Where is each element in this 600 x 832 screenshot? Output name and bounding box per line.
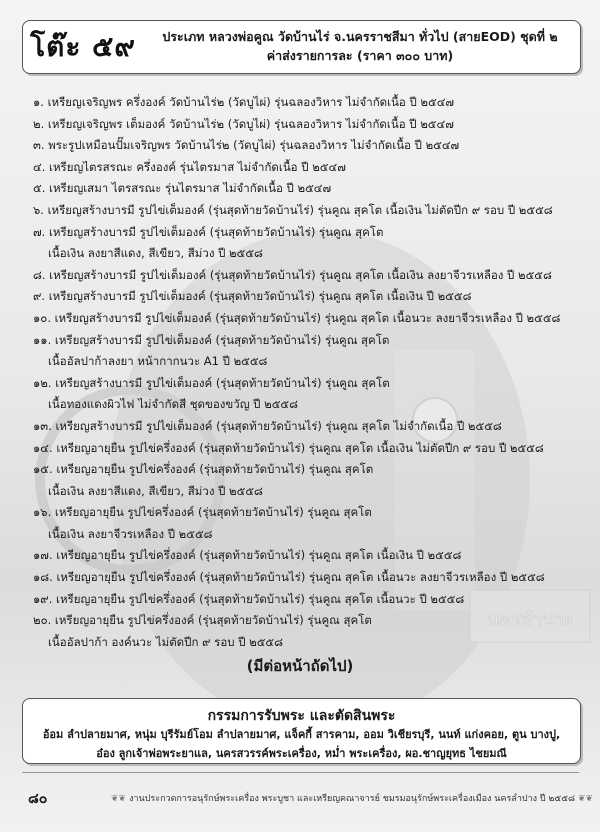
list-item — [33, 502, 578, 545]
item-text: ๑๔. เหรียญอายุยืน รูปไข่ครึ่งองค์ (รุ่นสุดท้ายวัดบ้านไร่) รุ่นคูณ สุคโต เนื้อเงิน ไม่ตัดปีก ๙ รอบ ปี ๒๕๕๘ — [33, 440, 544, 455]
list-item — [33, 610, 578, 653]
table-header-box — [22, 20, 581, 74]
list-item — [33, 135, 578, 157]
item-continuation: เนื้อเงิน ลงยาสีแดง, สีเขียว, สีม่วง ปี ๒๕๕๘ — [48, 483, 263, 498]
list-item — [33, 459, 578, 502]
item-text: ๔. เหรียญไตรสรณะ ครึ่งองค์ รุ่นไตรมาส ไม่จำกัดเนื้อ ปี ๒๕๔๗ — [33, 159, 346, 174]
list-item — [33, 545, 578, 567]
item-list — [33, 92, 578, 653]
list-item — [33, 308, 578, 330]
list-item — [33, 157, 578, 179]
item-continuation: เนื้ออัลปาก้าลงยา หน้ากากนวะ A1 ปี ๒๕๕๘ — [48, 354, 268, 369]
list-item — [33, 416, 578, 438]
category-title-line2: ค่าส่งรายการละ (ราคา ๓๐๐ บาท) — [266, 48, 454, 63]
item-text: ๑๐. เหรียญสร้างบารมี รูปไข่เต็มองค์ (รุ่นสุดท้ายวัดบ้านไร่) รุ่นคูณ สุคโต เนื้อนวะ ลงยาจีวรเหลือง ปี ๒๕๕๘ — [33, 310, 561, 325]
footer-divider — [22, 772, 579, 773]
committee-members — [29, 725, 574, 763]
item-text: ๖. เหรียญสร้างบารมี รูปไข่เต็มองค์ (รุ่นสุดท้ายวัดบ้านไร่) รุ่นคูณ สุคโต เนื้อเงิน ไม่ตัดปีก ๙ รอบ ปี ๒๕๕๘ — [33, 202, 553, 217]
list-item — [33, 222, 578, 265]
list-item — [33, 330, 578, 373]
item-text: ๓. พระรูปเหมือนปั๊มเจริญพร วัดบ้านไร่๒ (วัดบูไผ่) รุ่นฉลองวิหาร ไม่จำกัดเนื้อ ปี ๒๕๔๗ — [33, 138, 460, 153]
item-text: ๒๐. เหรียญอายุยืน รูปไข่ครึ่งองค์ (รุ่นสุดท้ายวัดบ้านไร่) รุ่นคูณ สุคโต — [33, 613, 372, 628]
page-number: ๘๐ — [28, 791, 48, 807]
category-title-line1: ประเภท หลวงพ่อคูณ วัดบ้านไร่ จ.นครราชสีมา ทั่วไป (สายEOD) ชุดที่ ๒ — [162, 29, 558, 44]
item-continuation: เนื้อเงิน ลงยาสีแดง, สีเขียว, สีม่วง ปี ๒๕๕๘ — [48, 246, 263, 261]
committee-members-line1: อ้อม ลำปลายมาศ, หนุ่ม บุรีรัมย์โอม ลำปลายมาศ, แจ็คกี้ สารคาม, ออม วิเชียรบุรี, นนท์ แก่งคอย, ตูน บางปู, — [42, 728, 561, 741]
committee-title: กรรมการรับพระ และตัดสินพระ — [207, 708, 396, 724]
item-text: ๑๗. เหรียญอายุยืน รูปไข่ครึ่งองค์ (รุ่นสุดท้ายวัดบ้านไร่) รุ่นคูณ สุคโต เนื้อเงิน ปี ๒๕๕๘ — [33, 548, 462, 563]
item-continuation: เนื้อเงิน ลงยาจีวรเหลือง ปี ๒๕๕๘ — [48, 526, 213, 541]
item-text: ๑. เหรียญเจริญพร ครึ่งองค์ วัดบ้านไร่๒ (วัดบูไผ่) รุ่นฉลองวิหาร ไม่จำกัดเนื้อ ปี ๒๕๔๗ — [33, 95, 455, 109]
item-text: ๕. เหรียญเสมา ไตรสรณะ รุ่นไตรมาส ไม่จำกัดเนื้อ ปี ๒๕๔๗ — [33, 181, 332, 196]
committee-box — [22, 698, 581, 764]
list-item — [33, 265, 578, 287]
item-text: ๒. เหรียญเจริญพร เต็มองค์ วัดบ้านไร่๒ (วัดบูไผ่) รุ่นฉลองวิหาร ไม่จำกัดเนื้อ ปี ๒๕๔๗ — [33, 116, 454, 131]
item-text: ๑๒. เหรียญสร้างบารมี รูปไข่เต็มองค์ (รุ่นสุดท้ายวัดบ้านไร่) รุ่นคูณ สุคโต — [33, 375, 390, 390]
item-text: ๑๕. เหรียญอายุยืน รูปไข่ครึ่งองค์ (รุ่นสุดท้ายวัดบ้านไร่) รุ่นคูณ สุคโต — [33, 462, 374, 477]
continued-note: (มีต่อหน้าถัดไป) — [246, 657, 354, 675]
item-text: ๘. เหรียญสร้างบารมี รูปไข่เต็มองค์ (รุ่นสุดท้ายวัดบ้านไร่) รุ่นคูณ สุคโต เนื้อเงิน ลงยาจีวรเหลือง ปี ๒๕๕๘ — [33, 267, 552, 282]
ornament-right-icon: ❦❦ — [577, 794, 594, 804]
list-item — [33, 567, 578, 589]
committee-members-line2: อ๋อง ลูกเจ้าพ่อพระยาแล, นครสวรรค์พระเครื่อง, หม่ำ พระเครื่อง, ผอ.ชาญยุทธ ไชยมณี — [96, 747, 507, 760]
list-item — [33, 114, 578, 136]
item-text: ๑๘. เหรียญอายุยืน รูปไข่ครึ่งองค์ (รุ่นสุดท้ายวัดบ้านไร่) รุ่นคูณ สุคโต เนื้อนวะ ลงยาจีวรเหลือง ปี ๒๕๕๘ — [33, 570, 545, 585]
item-text: ๑๓. เหรียญสร้างบารมี รูปไข่เต็มองค์ (รุ่นสุดท้ายวัดบ้านไร่) รุ่นคูณ สุคโต ไม่จำกัดเนื้อ ปี ๒๕๕๘ — [33, 418, 502, 433]
item-text: ๑๙. เหรียญอายุยืน รูปไข่ครึ่งองค์ (รุ่นสุดท้ายวัดบ้านไร่) รุ่นคูณ สุคโต เนื้อนวะ ปี ๒๕๕๘ — [33, 591, 465, 606]
item-text: ๙. เหรียญสร้างบารมี รูปไข่เต็มองค์ (รุ่นสุดท้ายวัดบ้านไร่) รุ่นคูณ สุคโต เนื้อเงิน ปี ๒๕๕๘ — [33, 289, 472, 304]
list-item — [33, 589, 578, 611]
item-continuation: เนื้อทองแดงผิวไฟ ไม่จำกัดสี ชุดของขวัญ ปี ๒๕๕๘ — [48, 397, 298, 412]
list-item — [33, 373, 578, 416]
footer-note-text: งานประกวดการอนุรักษ์พระเครื่อง พระบูชา และเหรียญคณาจารย์ ชมรมอนุรักษ์พระเครื่องเมือง นครลำปาง ปี ๒๕๕๘ — [129, 794, 575, 804]
list-item — [33, 286, 578, 308]
item-text: ๗. เหรียญสร้างบารมี รูปไข่เต็มองค์ (รุ่นสุดท้ายวัดบ้านไร่) รุ่นคูณ สุคโต — [33, 224, 384, 239]
item-continuation: เนื้ออัลปาก้า องค์นวะ ไม่ตัดปีก ๙ รอบ ปี ๒๕๕๘ — [48, 634, 284, 649]
ornament-left-icon: ❦❦ — [111, 794, 127, 804]
background-sign-text: นครลำปาง — [487, 609, 573, 630]
list-item — [33, 178, 578, 200]
footer-note — [108, 791, 596, 805]
table-number-label: โต๊ะ ๕๙ — [30, 30, 136, 63]
list-item — [33, 438, 578, 460]
category-title — [145, 27, 575, 65]
item-text: ๑๑. เหรียญสร้างบารมี รูปไข่เต็มองค์ (รุ่นสุดท้ายวัดบ้านไร่) รุ่นคูณ สุคโต — [33, 332, 390, 347]
item-text: ๑๖. เหรียญอายุยืน รูปไข่ครึ่งองค์ (รุ่นสุดท้ายวัดบ้านไร่) รุ่นคูณ สุคโต — [33, 505, 372, 520]
list-item — [33, 200, 578, 222]
list-item — [33, 92, 578, 114]
